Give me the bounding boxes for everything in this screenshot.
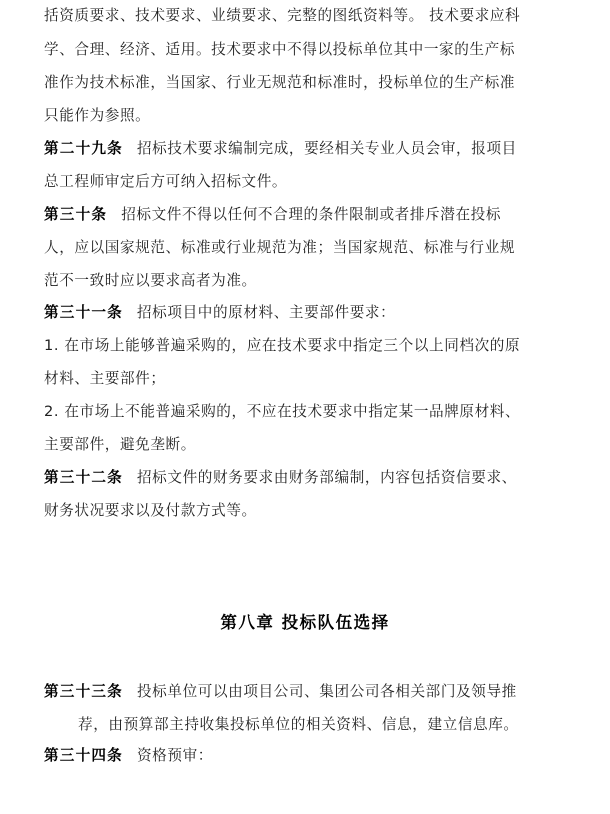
text-line: 范不一致时应以要求高者为准。 <box>44 272 257 289</box>
text-line: 材料、主要部件； <box>44 370 166 387</box>
list-item: 2. 在市场上不能普遍采购的，不应在技术要求中指定某一品牌原材料、 <box>44 403 521 420</box>
article-34 <box>44 746 213 766</box>
article-text: 资格预审： <box>136 747 213 764</box>
article-29 <box>44 139 517 159</box>
article-text: 招标文件的财务要求由财务部编制，内容包括资信要求、 <box>136 469 517 486</box>
article-text: 投标单位可以由项目公司、集团公司各相关部门及领导推 <box>136 683 517 700</box>
text-line: 人，应以国家规范、标准或行业规范为准；当国家规范、标准与行业规 <box>44 239 516 256</box>
text-line: 学、合理、经济、适用。技术要求中不得以投标单位其中一家的生产标 <box>44 41 516 58</box>
article-31 <box>44 303 395 323</box>
article-text: 招标文件不得以任何不合理的条件限制或者排斥潜在投标 <box>121 206 502 223</box>
article-30 <box>44 205 501 225</box>
article-title: 第三十四条 <box>44 747 123 764</box>
article-text: 招标技术要求编制完成，要经相关专业人员会审，报项目 <box>136 140 517 157</box>
text-line: 括资质要求、技术要求、业绩要求、完整的图纸资料等。 技术要求应科 <box>44 7 521 24</box>
article-33 <box>44 682 517 702</box>
article-title: 第二十九条 <box>44 140 123 157</box>
list-item: 1. 在市场上能够普遍采购的，应在技术要求中指定三个以上同档次的原 <box>44 337 521 354</box>
article-title: 第三十条 <box>44 206 108 223</box>
article-title: 第三十一条 <box>44 304 123 321</box>
article-title: 第三十二条 <box>44 469 123 486</box>
text-line: 只能作为参照。 <box>44 107 151 124</box>
text-line: 主要部件，避免垄断。 <box>44 436 196 453</box>
article-title: 第三十三条 <box>44 683 123 700</box>
text-line: 准作为技术标准，当国家、行业无规范和标准时，投标单位的生产标准 <box>44 74 516 91</box>
text-line: 荐，由预算部主持收集投标单位的相关资料、信息，建立信息库。 <box>78 716 519 733</box>
text-line: 财务状况要求以及付款方式等。 <box>44 502 257 519</box>
article-32 <box>44 468 517 488</box>
chapter-heading: 第八章 投标队伍选择 <box>220 613 390 632</box>
text-line: 总工程师审定后方可纳入招标文件。 <box>44 173 288 190</box>
article-text: 招标项目中的原材料、主要部件要求： <box>136 304 396 321</box>
